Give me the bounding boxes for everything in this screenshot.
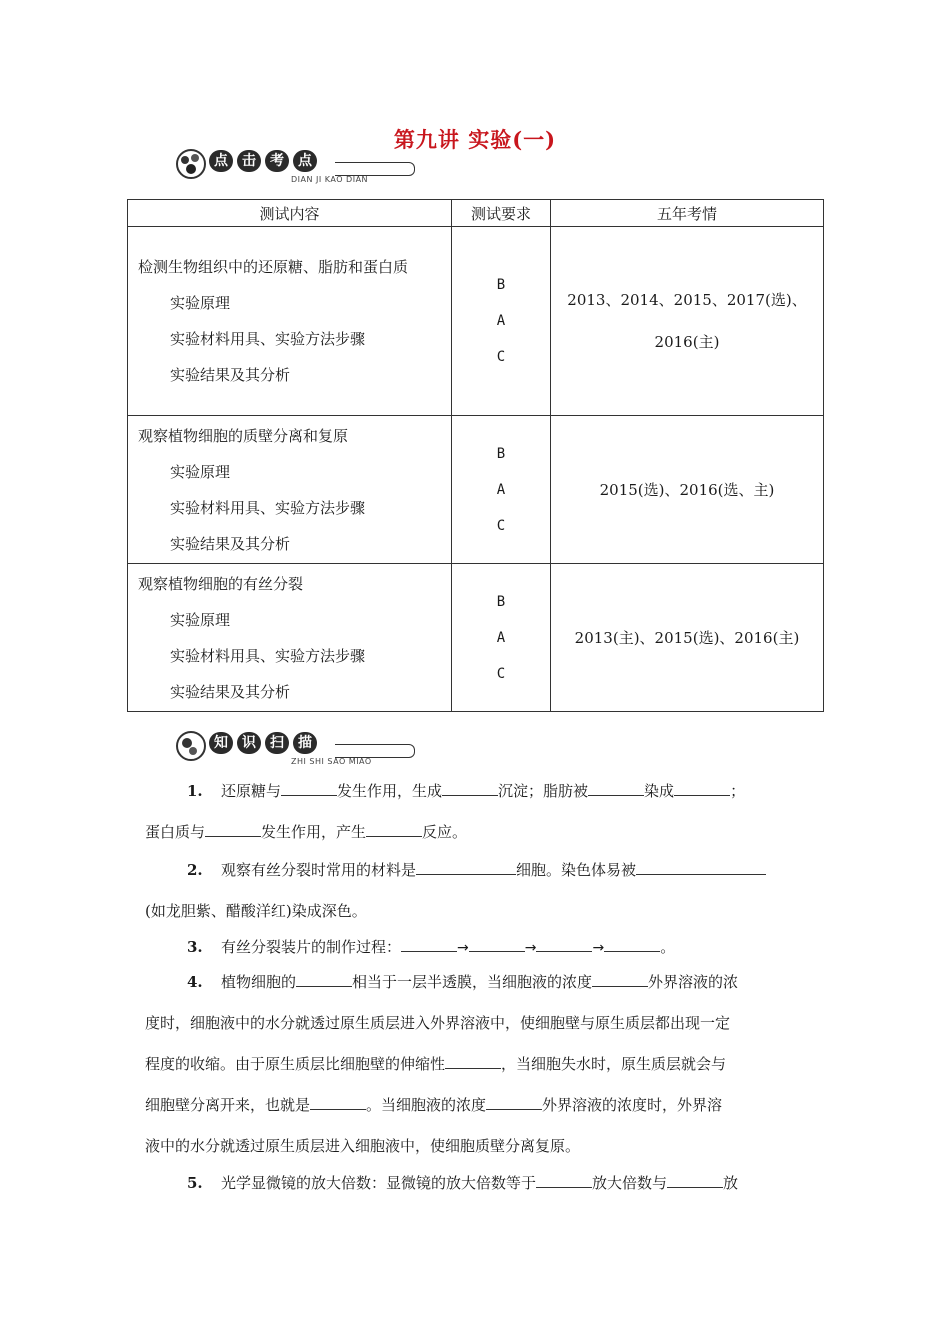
answer-blank[interactable] (205, 822, 261, 837)
history-value: 2013(主)、2015(选)、2016(主) (551, 564, 824, 712)
table-header: 测试内容 (128, 200, 452, 227)
question-text: 反应。 (422, 823, 468, 841)
arrow-icon: → (592, 940, 605, 956)
question-text: 放大倍数与 (592, 1174, 668, 1192)
topic-text: 检测生物组织中的还原糖、脂肪和蛋白质 (138, 258, 409, 276)
banner-char: 点 (209, 150, 233, 172)
banner-char: 描 (293, 732, 317, 754)
banner-pinyin: ZHI SHI SAO MIAO (291, 757, 372, 766)
question-text: 度时，细胞液中的水分就透过原生质层进入外界溶液中，使细胞壁与原生质层都出现一定 (145, 1014, 731, 1032)
requirements-table (127, 199, 824, 712)
topic-item: 实验材料用具、实验方法步骤 (170, 646, 366, 665)
topic-item: 实验材料用具、实验方法步骤 (170, 330, 366, 348)
answer-blank[interactable] (416, 860, 516, 875)
question-text: 细胞壁分离开来，也就是 (145, 1096, 311, 1114)
question-text: 。 (660, 938, 676, 956)
section-banner-knowledge-scan (175, 728, 420, 768)
question-number: 1. (187, 782, 203, 800)
answer-blank[interactable] (674, 781, 730, 796)
question-text: 程度的收缩。由于原生质层比细胞壁的伸缩性 (145, 1055, 446, 1073)
answer-blank[interactable] (667, 1173, 723, 1188)
question-text: 相当于一层半透膜，当细胞液的浓度 (352, 973, 593, 991)
topic-item: 实验原理 (170, 294, 231, 312)
topic-item: 实验结果及其分析 (170, 534, 291, 553)
banner-char: 扫 (265, 732, 289, 754)
history-value: 2015(选)、2016(选、主) (551, 416, 824, 564)
question-4 (145, 962, 815, 1167)
topic-item: 实验结果及其分析 (170, 682, 291, 701)
answer-blank[interactable] (401, 937, 457, 952)
table-header: 测试要求 (452, 200, 551, 227)
level-value: B (496, 445, 506, 462)
banner-line (335, 162, 415, 176)
answer-blank[interactable] (588, 781, 644, 796)
question-text: 外界溶液的浓度时，外界溶 (542, 1096, 723, 1114)
history-value: 2013、2014、2015、2017(选)、2016(主) (551, 227, 824, 416)
banner-char: 击 (237, 150, 261, 172)
question-text: 有丝分裂装片的制作过程： (221, 938, 402, 956)
answer-blank[interactable] (486, 1095, 542, 1110)
question-1 (145, 771, 815, 853)
question-text: 还原糖与 (221, 782, 282, 800)
question-text: 沉淀；脂肪被 (498, 782, 589, 800)
topic-item: 实验原理 (170, 610, 231, 629)
question-text: 细胞。染色体易被 (516, 861, 637, 879)
answer-blank[interactable] (604, 937, 660, 952)
answer-blank[interactable] (366, 822, 422, 837)
topic-item: 实验结果及其分析 (170, 366, 291, 384)
banner-char: 知 (209, 732, 233, 754)
section-logo-icon (175, 148, 207, 180)
level-value: A (496, 313, 506, 329)
question-text: 发生作用，生成 (337, 782, 443, 800)
level-value: C (496, 665, 506, 682)
arrow-icon: → (524, 940, 537, 956)
answer-blank[interactable] (592, 972, 648, 987)
section-banner-exam-points (175, 146, 420, 186)
question-text: 外界溶液的浓 (648, 973, 739, 991)
answer-blank[interactable] (310, 1095, 366, 1110)
table-header: 五年考情 (551, 200, 824, 227)
level-value: C (496, 517, 506, 534)
answer-blank[interactable] (442, 781, 498, 796)
banner-line (335, 744, 415, 758)
question-text: 蛋白质与 (145, 823, 206, 841)
question-text: 植物细胞的 (221, 973, 297, 991)
question-text: 观察有丝分裂时常用的材料是 (221, 861, 417, 879)
question-text: 光学显微镜的放大倍数：显微镜的放大倍数等于 (221, 1174, 537, 1192)
topic-text: 观察植物细胞的有丝分裂 (138, 574, 304, 593)
topic-item: 实验材料用具、实验方法步骤 (170, 498, 366, 517)
answer-blank[interactable] (536, 937, 592, 952)
level-value: C (496, 349, 506, 365)
table-row (128, 416, 824, 564)
answer-blank[interactable] (445, 1054, 501, 1069)
arrow-icon: → (457, 940, 469, 956)
question-number: 2. (187, 861, 203, 879)
question-2 (145, 850, 815, 932)
question-5 (145, 1163, 815, 1204)
table-row (128, 227, 824, 416)
answer-blank[interactable] (296, 972, 352, 987)
question-text: 染成 (644, 782, 675, 800)
question-text: 发生作用，产生 (261, 823, 367, 841)
question-text: 液中的水分就透过原生质层进入细胞液中，使细胞质壁分离复原。 (145, 1137, 581, 1155)
banner-pinyin: DIAN JI KAO DIAN (291, 175, 369, 184)
table-row (128, 564, 824, 712)
answer-blank[interactable] (281, 781, 337, 796)
level-value: A (496, 481, 506, 498)
section-logo-icon (175, 730, 207, 762)
question-number: 3. (187, 938, 203, 956)
question-number: 5. (187, 1174, 203, 1192)
question-text: ； (730, 782, 746, 800)
topic-item: 实验原理 (170, 462, 231, 481)
question-number: 4. (187, 973, 203, 991)
answer-blank[interactable] (636, 860, 766, 875)
banner-char: 点 (293, 150, 317, 172)
question-text: 。当细胞液的浓度 (366, 1096, 487, 1114)
topic-text: 观察植物细胞的质壁分离和复原 (138, 426, 349, 445)
banner-char: 识 (237, 732, 261, 754)
answer-blank[interactable] (536, 1173, 592, 1188)
page-title: 第九讲 实验(一) (393, 127, 557, 152)
level-value: A (496, 629, 506, 646)
banner-char: 考 (265, 150, 289, 172)
question-text: (如龙胆紫、醋酸洋红)染成深色。 (145, 902, 367, 920)
level-value: B (496, 593, 506, 610)
question-text: ，当细胞失水时，原生质层就会与 (501, 1055, 727, 1073)
question-text: 放 (723, 1174, 739, 1192)
answer-blank[interactable] (469, 937, 525, 952)
level-value: B (496, 277, 506, 293)
